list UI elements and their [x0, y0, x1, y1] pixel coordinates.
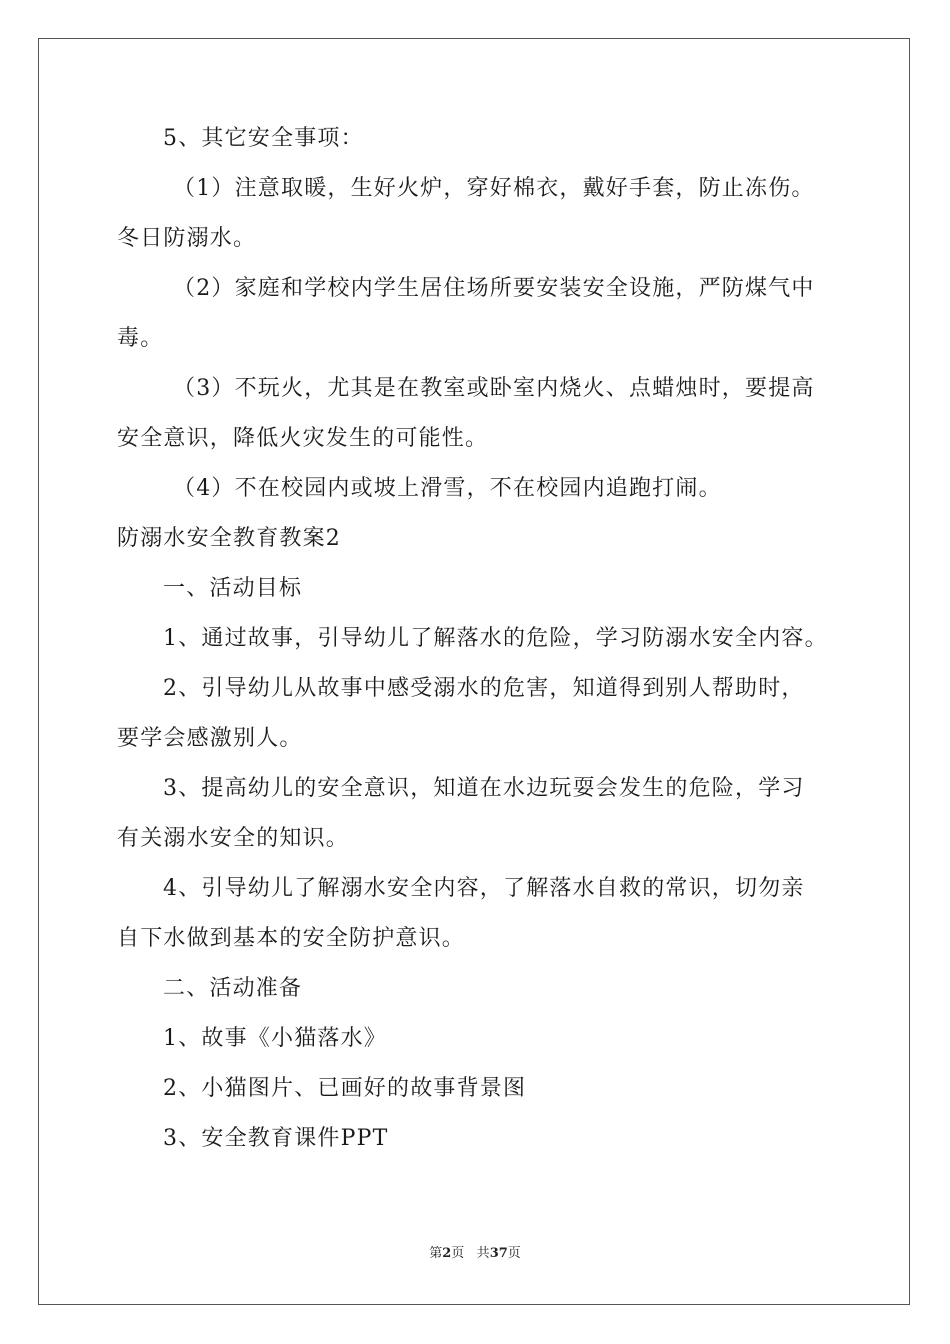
subheading-activity-prep: 二、活动准备: [163, 976, 303, 1001]
paragraph-line: （4）不在校园内或坡上滑雪，不在校园内追跑打闹。: [173, 476, 722, 501]
total-prefix: 共: [476, 1246, 490, 1261]
paragraph-line: 安全意识，降低火灾发生的可能性。: [117, 426, 489, 451]
paragraph-line: 2、引导幼儿从故事中感受溺水的危害，知道得到别人帮助时，: [163, 676, 805, 701]
list-item: 2、小猫图片、已画好的故事背景图: [163, 1076, 527, 1101]
page-suffix: 页: [451, 1246, 465, 1261]
paragraph-line: 4、引导幼儿了解溺水安全内容，了解落水自救的常识，切勿亲: [163, 876, 805, 901]
heading-other-safety: 5、其它安全事项：: [163, 126, 364, 151]
paragraph-line: 自下水做到基本的安全防护意识。: [117, 926, 466, 951]
paragraph-line: （1）注意取暖，生好火炉，穿好棉衣，戴好手套，防止冻伤。: [173, 176, 815, 201]
list-item: 1、故事《小猫落水》: [163, 1026, 387, 1051]
paragraph-line: 有关溺水安全的知识。: [117, 826, 350, 851]
subheading-activity-goals: 一、活动目标: [163, 576, 303, 601]
current-page-number: 2: [442, 1246, 452, 1261]
page-prefix: 第: [429, 1246, 443, 1261]
paragraph-line: 要学会感激别人。: [117, 726, 303, 751]
page-footer: [0, 1245, 950, 1263]
paragraph-line: 冬日防溺水。: [117, 226, 257, 251]
paragraph-line: 3、提高幼儿的安全意识，知道在水边玩耍会发生的危险，学习: [163, 776, 805, 801]
paragraph-line: （2）家庭和学校内学生居住场所要安装安全设施，严防煤气中: [173, 276, 815, 301]
paragraph-line: 1、通过故事，引导幼儿了解落水的危险，学习防溺水安全内容。: [163, 626, 828, 651]
total-suffix: 页: [507, 1246, 521, 1261]
paragraph-line: 毒。: [117, 326, 164, 351]
section-title: 防溺水安全教育教案2: [117, 526, 341, 551]
paragraph-line: （3）不玩火，尤其是在教室或卧室内烧火、点蜡烛时，要提高: [173, 376, 815, 401]
total-pages: 37: [489, 1246, 508, 1261]
list-item: 3、安全教育课件PPT: [163, 1126, 389, 1151]
